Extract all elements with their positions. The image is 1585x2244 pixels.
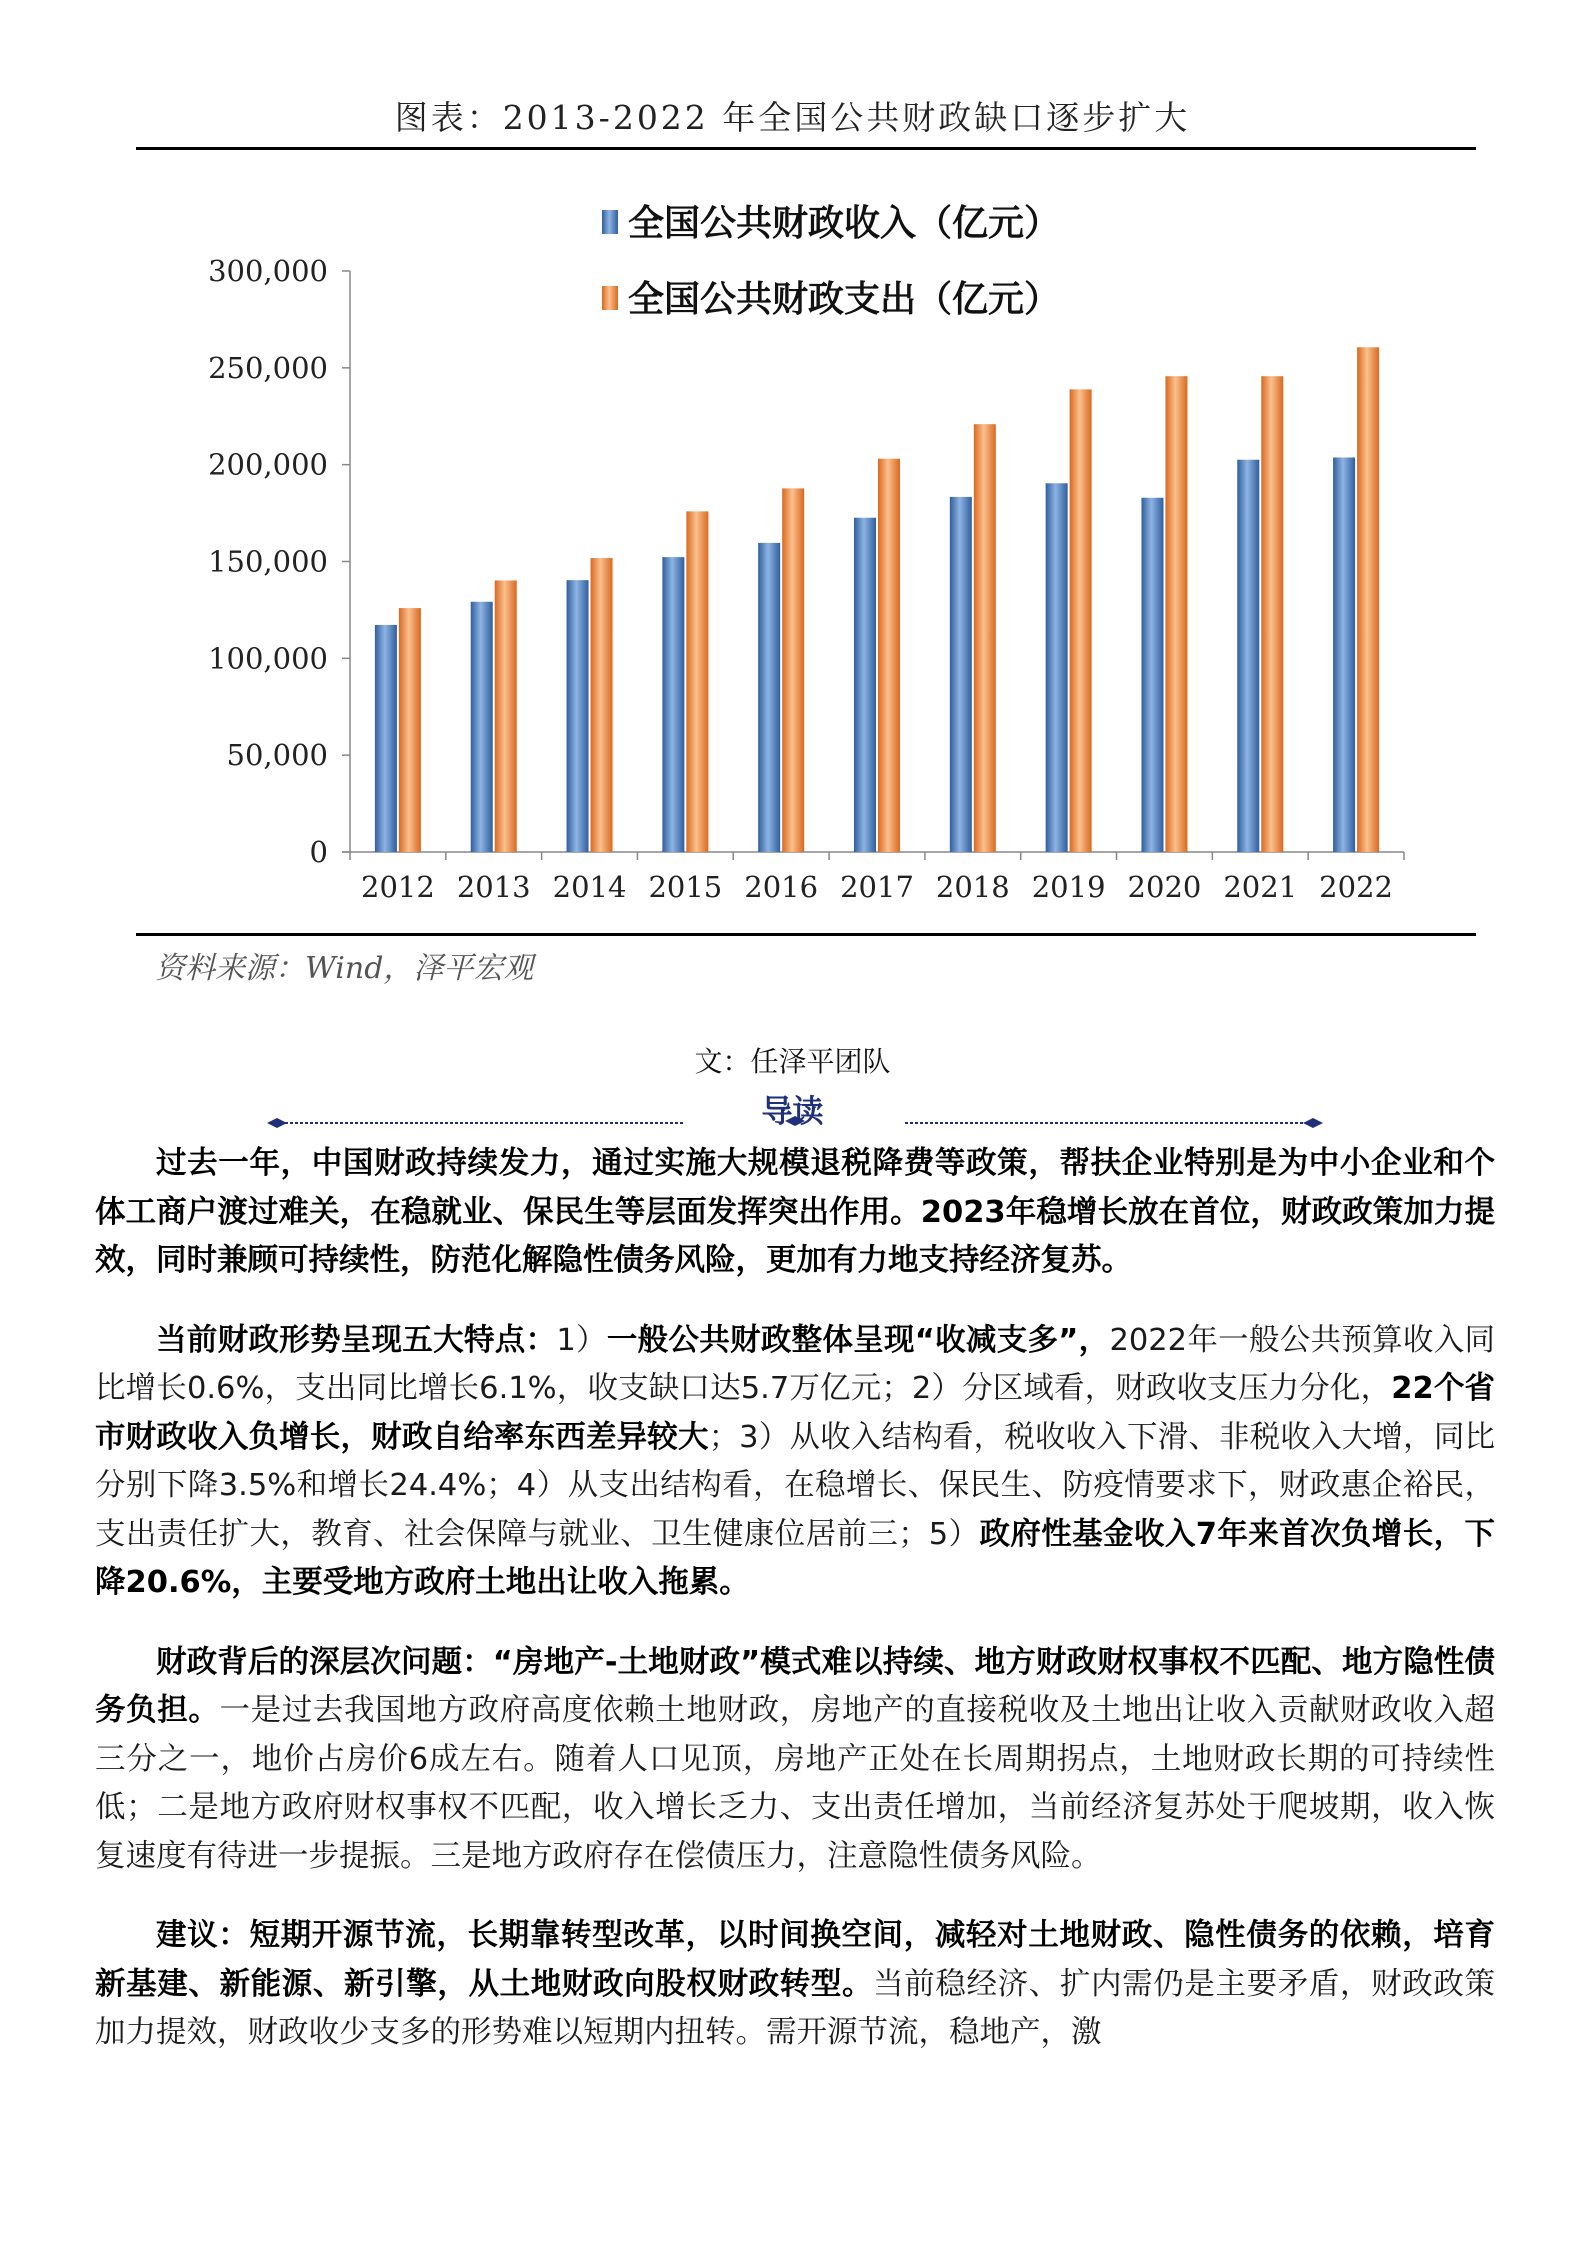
chart-legend	[602, 203, 1060, 320]
bar-revenue	[854, 518, 876, 852]
y-tick-label: 100,000	[208, 641, 328, 676]
paragraph-suggestions: 建议：短期开源节流，长期靠转型改革，以时间换空间，减轻对土地财政、隐性债务的依赖，培育新基建、新能源、新引擎，从土地财政向股权财政转型。当前稳经济、扩内需仍是主要矛盾，财政政策加力提效，财政收少支多的形势难以短期内扭转。需开源节流，稳地产，激	[95, 1918, 1495, 2050]
article-body	[95, 1140, 1495, 2089]
x-tick-label: 2022	[1319, 870, 1393, 904]
bar-revenue	[471, 602, 493, 852]
source-rule	[136, 933, 1476, 936]
bar-expenditure	[399, 608, 421, 852]
bar-expenditure	[1261, 376, 1283, 852]
byline: 文：任泽平团队	[694, 1045, 891, 1078]
features-lead: 当前财政形势呈现五大特点：	[156, 1322, 557, 1358]
x-tick-label: 2019	[1031, 870, 1106, 904]
bar-expenditure	[686, 511, 708, 852]
legend-swatch	[602, 210, 618, 234]
bar-expenditure	[782, 488, 804, 852]
x-tick-label: 2018	[935, 870, 1010, 904]
intro-heading: 导读	[761, 1094, 824, 1130]
x-tick-label: 2012	[361, 870, 435, 904]
x-tick-label: 2016	[744, 870, 819, 904]
bar-revenue	[375, 625, 397, 852]
paragraph-problems: 财政背后的深层次问题：“房地产-土地财政”模式难以持续、地方财政财权事权不匹配、地方隐性债务负担。一是过去我国地方政府高度依赖土地财政，房地产的直接税收及土地出让收入贡献财政收入超三分之一，地价占房价6成左右。随着人口见顶，房地产正处在长周期拐点，土地财政长期的可持续性低；二是地方政府财权事权不匹配，收入增长乏力、支出责任增加，当前经济复苏处于爬坡期，收入恢复速度有待进一步提振。三是地方政府存在偿债压力，注意隐性债务风险。	[95, 1644, 1495, 1874]
y-tick-label: 250,000	[208, 350, 328, 385]
source-note: 资料来源：Wind，泽平宏观	[155, 951, 534, 986]
bar-expenditure	[495, 580, 517, 852]
summary-text: 过去一年，中国财政持续发力，通过实施大规模退税降费等政策，帮扶企业特别是为中小企业和个体工商户渡过难关，在稳就业、保民生等层面发挥突出作用。2023年稳增长放在首位，财政政策加力提效，同时兼顾可持续性，防范化解隐性债务风险，更加有力地支持经济复苏。	[95, 1146, 1495, 1278]
y-tick-label: 200,000	[208, 447, 328, 482]
chart-bars	[375, 347, 1379, 852]
suggestions-lead: 建议：短期开源节流，长期靠转型改革，以时间换空间，减轻对土地财政、隐性债务的依赖，培育新基建、新能源、新引擎，从土地财政向股权财政转型。	[95, 1918, 1495, 2002]
x-tick-label: 2020	[1127, 870, 1202, 904]
chart-title: 图表：2013-2022 年全国公共财政缺口逐步扩大	[394, 98, 1191, 137]
legend-label: 全国公共财政支出（亿元）	[628, 279, 1061, 320]
x-tick-label: 2013	[456, 870, 531, 904]
bar-expenditure	[878, 459, 900, 852]
y-tick-label: 0	[309, 835, 328, 869]
bar-expenditure	[1165, 376, 1187, 852]
bar-chart	[136, 150, 1476, 930]
bar-expenditure	[1070, 389, 1092, 852]
x-tick-label: 2021	[1223, 870, 1298, 904]
y-tick-label: 150,000	[208, 544, 328, 579]
x-tick-label: 2014	[552, 870, 627, 904]
paragraph-summary	[95, 1140, 1495, 1286]
x-tick-label: 2017	[840, 870, 914, 904]
legend-swatch	[602, 286, 618, 310]
bar-revenue	[567, 580, 589, 852]
x-tick-label: 2015	[648, 870, 723, 904]
y-tick-label: 300,000	[208, 254, 328, 288]
bar-revenue	[662, 557, 684, 852]
bar-revenue	[1141, 498, 1163, 852]
y-tick-label: 50,000	[226, 738, 328, 773]
bar-revenue	[1046, 483, 1068, 852]
problems-lead: 财政背后的深层次问题：“房地产-土地财政”模式难以持续、地方财政财权事权不匹配、地方隐性债务负担。	[95, 1644, 1495, 1728]
bar-expenditure	[1357, 347, 1379, 852]
bar-revenue	[1333, 457, 1355, 852]
legend-label: 全国公共财政收入（亿元）	[628, 203, 1061, 244]
paragraph-features: 当前财政形势呈现五大特点：1）一般公共财政整体呈现“收减支多”，2022年一般公共预算收入同比增长0.6%，支出同比增长6.1%，收支缺口达5.7万亿元；2）分区域看，财政收支压力分化，22个省市财政收入负增长，财政自给率东西差异较大；3）从收入结构看，税收收入下滑、非税收入大增，同比分别下降3.5%和增长24.4%；4）从支出结构看，在稳增长、保民生、防疫情要求下，财政惠企裕民，支出责任扩大，教育、社会保障与就业、卫生健康位居前三；5）政府性基金收入7年来首次负增长，下降20.6%，主要受地方政府土地出让收入拖累。	[95, 1322, 1496, 1600]
bar-revenue	[1237, 460, 1259, 852]
bar-revenue	[758, 543, 780, 852]
bar-expenditure	[591, 558, 613, 852]
bar-expenditure	[974, 424, 996, 852]
bar-revenue	[950, 497, 972, 852]
